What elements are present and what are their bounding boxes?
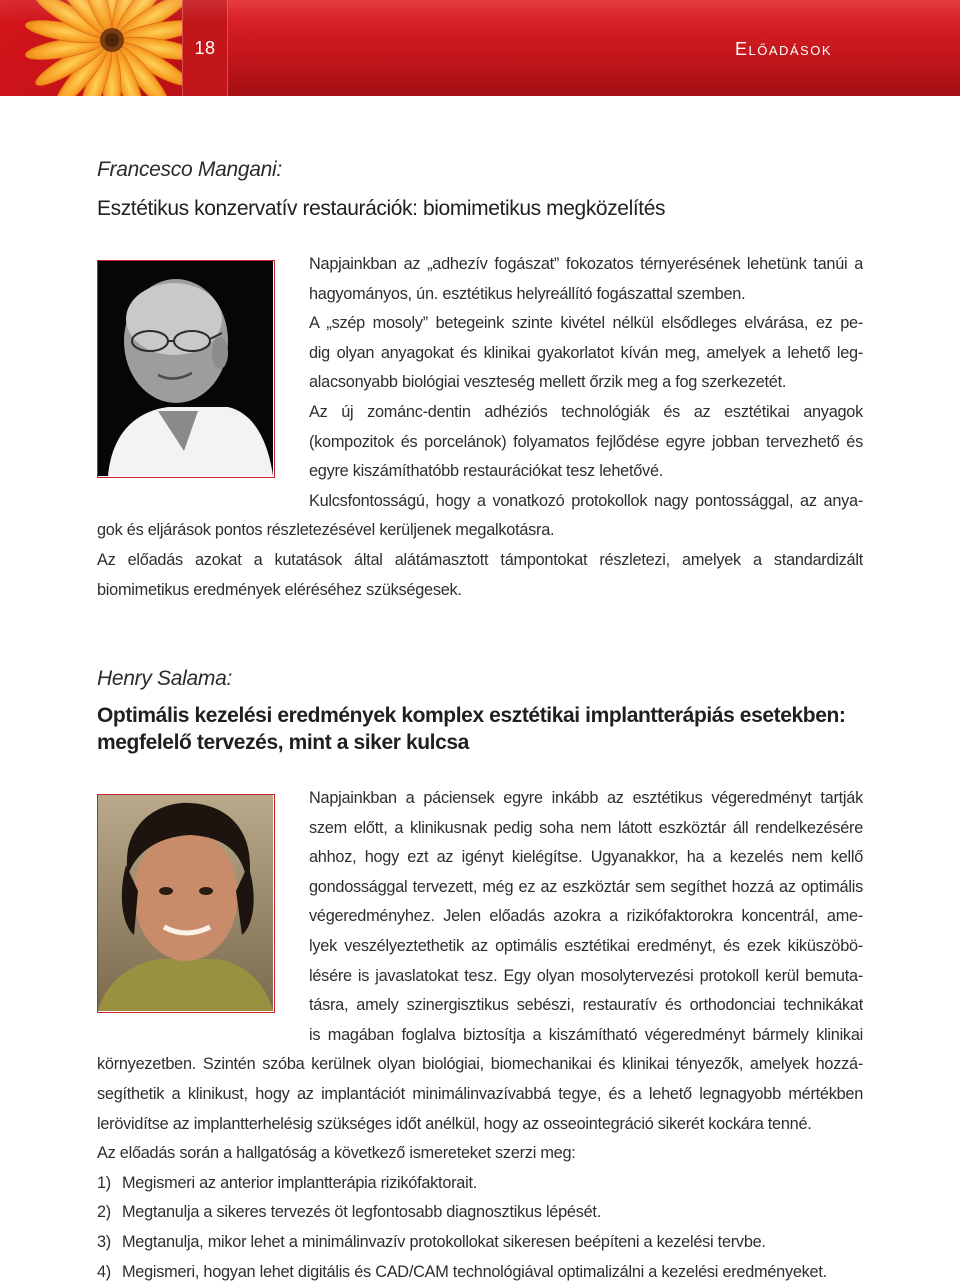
- article-author: Francesco Mangani:: [97, 158, 282, 181]
- article-author: Henry Salama:: [97, 667, 232, 690]
- list-item: 1) Megismeri az anterior implantterápia rizikófaktorait.: [97, 1173, 478, 1192]
- list-item: 3) Megtanulja, mikor lehet a minimálinvazív protokollokat sikeresen beépíteni a kezelési tervbe.: [97, 1232, 766, 1251]
- list-item: 4) Megismeri, hogyan lehet digitális és CAD/CAM technológiával optimalizálni a kezelési eredményeket.: [97, 1262, 827, 1281]
- page-header: [0, 0, 960, 96]
- article-title: Esztétikus konzervatív restaurációk: biomimetikus megközelítés: [97, 197, 666, 220]
- article-title: Optimális kezelési eredmények komplex esztétikai implantterápiás esetekben: megfelelő tervezés, mint a siker kulcsa: [97, 704, 846, 754]
- page-number: 18: [194, 38, 216, 58]
- article-body: Napjainkban az „adhezív fogászat” fokozatos térnyerésének lehetünk tanúi a hagyományos, ún. esztétikus helyreállító fogászattal szemben. A „szép mosoly” betegeink szinte kivétel nélkül elsődleges elvárása, ez pe- dig olyan anyagokat és klinikai gyakorlatot kíván meg, amelyek a lehető leg- alacsonyabb biológiai veszteség mellett őrzik meg a fog szerkezetét. Az új zománc-dentin adhéziós technológiák és az esztétikai anyagok (kompozitok és porcelánok) folyamatos fejlődése egyre jobban tervezhető és egyre kiszámíthatóbb restaurációkat tesz lehetővé. Kulcsfontosságú, hogy a vonatkozó protokollok nagy pontossággal, az anya- gok és eljárások pontos részletezésével kerüljenek megalkotásra. Az előadás azokat a kutatások által alátámasztott támpontokat részletezi, amelyek a standardizált biomimetikus eredmények eléréséhez szükségesek.: [97, 255, 863, 599]
- list-item: 2) Megtanulja a sikeres tervezés öt legfontosabb diagnosztikus lépését.: [97, 1203, 601, 1222]
- article-body: Napjainkban a páciensek egyre inkább az esztétikus végeredményt tartják szem előtt, a klinikusnak pedig soha nem látott eszköztár áll rendelkezésére ahhoz, hogy ezt az igényt kielégítse. Ugyanakkor, ha a kezelés nem kellő gondossággal tervezett, még ez az eszköztár sem segíthet hozzá az optimális végeredményhez. Jelen előadás azokra a rizikófaktorokra koncentrál, ame- lyek veszélyeztethetik az optimális esztétikai eredményt, és ezek kiküszöbö- lésére is javaslatokat tesz. Egy olyan mosolytervezési protokoll kerül bemuta- tásra, amely szinergisztikus sebészi, restauratív és orthodonciai technikákat is magában foglalva biztosítja a kiszámítható végeredményt bármely klinikai környezetben. Szintén szóba kerülnek olyan biológiai, biomechanikai és klinikai tényezők, amelyek hozzá- segíthetik a klinikust, hogy az implantációt minimálinvazívabbá tegye, és a lehető legnagyobb mértékben lerövidítse az implantterhelésig szükséges időt anélkül, hogy az osseointegráció sikerét kockára tenné. Az előadás során a hallgatóság a következő ismereteket szerzi meg: 1) Megismeri az anterior implantterápia rizikófaktorait. 2) Megtanulja a sikeres tervezés öt legfontosabb diagnosztikus lépését. 3) Megtanulja, mikor lehet a minimálinvazív protokollokat sikeresen beépíteni a kezelési tervbe. 4) Megismeri, hogyan lehet digitális és CAD/CAM technológiával optimalizálni a kezelési eredményeket.: [97, 784, 863, 1287]
- section-title: Előadások: [734, 39, 832, 59]
